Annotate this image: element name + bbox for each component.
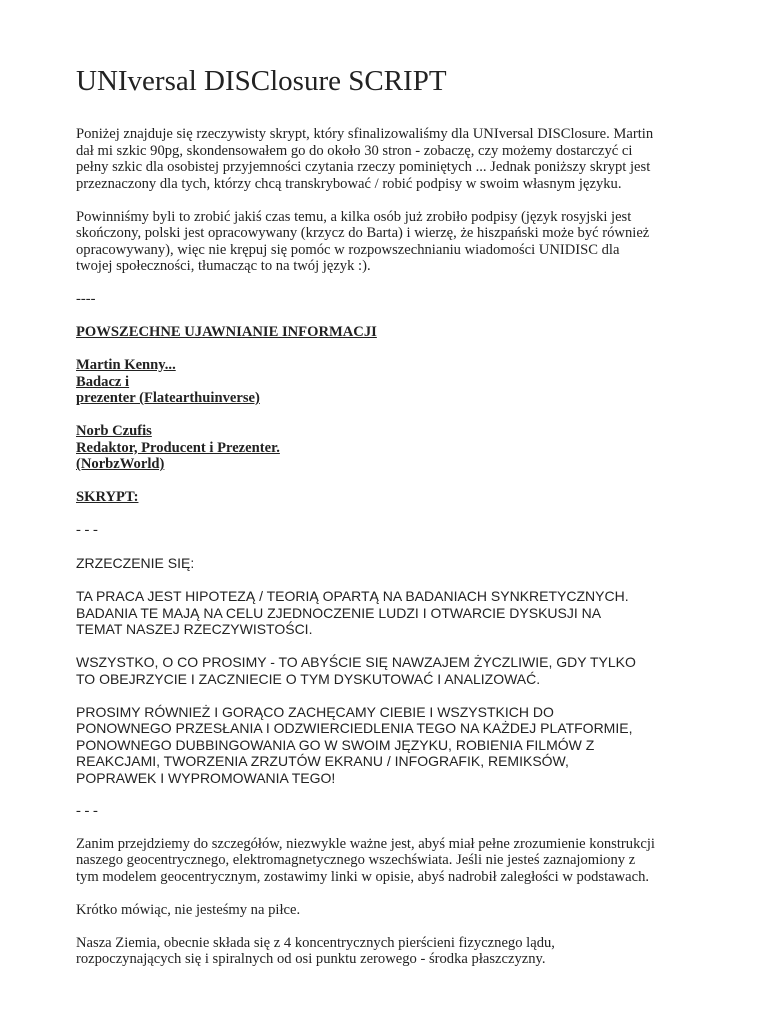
body-paragraph-1: Zanim przejdziemy do szczegółów, niezwykle ważne jest, abyś miał pełne zrozumienie konstrukcji naszego geocentrycznego, elektromagnetycznego wszechświata. Jeśli nie jesteś zaznajomiony z tym modelem geocentrycznym, zostawimy linki w opisie, abyś nadrobił zaległości w podstawach. <box>76 835 655 885</box>
credit-martin: Martin Kenny... Badacz i prezenter (Flatearthuinverse) <box>76 357 260 406</box>
body-paragraph-3: Nasza Ziemia, obecnie składa się z 4 koncentrycznych pierścieni fizycznego lądu, rozpoczynających się i spiralnych od osi punktu zerowego - środka płaszczyzny. <box>76 934 555 967</box>
intro-paragraph: Poniżej znajduje się rzeczywisty skrypt, który sfinalizowaliśmy dla UNIversal DISClosure. Martin dał mi szkic 90pg, skondensowałem go do około 30 stron - zobaczę, czy możemy dostarczyć ci pełny szkic dla osobistej przyjemności czytania rzeczy pominiętych ... Jednak poniższy skrypt jest przeznaczony dla tych, którzy chcą transkrybować / robić podpisy w swoim własnym języku. <box>76 126 654 192</box>
divider: ---- <box>76 291 96 307</box>
document-page <box>76 62 716 984</box>
script-label: SKRYPT: <box>76 489 139 505</box>
credit-norb: Norb Czufis Redaktor, Producent i Prezenter. (NorbzWorld) <box>76 423 280 472</box>
disclaimer-paragraph-1: TA PRACA JEST HIPOTEZĄ / TEORIĄ OPARTĄ NA BADANIACH SYNKRETYCZNYCH. BADANIA TE MAJĄ NA CELU ZJEDNOCZENIE LUDZI I OTWARCIE DYSKUSJI NA TEMAT NASZEJ RZECZYWISTOŚCI. <box>76 588 629 637</box>
disclaimer-label: ZRZECZENIE SIĘ: <box>76 555 195 571</box>
disclaimer-paragraph-2: WSZYSTKO, O CO PROSIMY - TO ABYŚCIE SIĘ NAWZAJEM ŻYCZLIWIE, GDY TYLKO TO OBEJRZYCIE I ZACZNIECIE O TYM DYSKUTOWAĆ I ANALIZOWAĆ. <box>76 654 636 687</box>
separator: - - - <box>76 802 98 819</box>
disclaimer-paragraph-3: PROSIMY RÓWNIEŻ I GORĄCO ZACHĘCAMY CIEBIE I WSZYSTKICH DO PONOWNEGO PRZESŁANIA I ODZWIERCIEDLENIA TEGO NA KAŻDEJ PLATFORMIE, PONOWNEGO DUBBINGOWANIA GO W SWOIM JĘZYKU, ROBIENIA FILMÓW Z REAKCJAMI, TWORZENIA ZRZUTÓW EKRANU / INFOGRAFIK, REMIKSÓW, POPRAWEK I WYPROMOWANIA TEGO! <box>76 703 633 786</box>
section-heading: POWSZECHNE UJAWNIANIE INFORMACJI <box>76 324 377 340</box>
request-paragraph: Powinniśmy byli to zrobić jakiś czas temu, a kilka osób już zrobiło podpisy (język rosyjski jest skończony, polski jest opracowywany (krzycz do Barta) i wierzę, że hiszpański może być również opracowywany), więc nie krępuj się pomóc w rozpowszechnianiu wiadomości UNIDISC dla twojej społeczności, tłumacząc to na twój język :). <box>76 208 650 274</box>
separator: - - - <box>76 522 98 538</box>
document-title: UNIversal DISClosure SCRIPT <box>76 65 447 97</box>
body-paragraph-2: Krótko mówiąc, nie jesteśmy na piłce. <box>76 901 301 918</box>
